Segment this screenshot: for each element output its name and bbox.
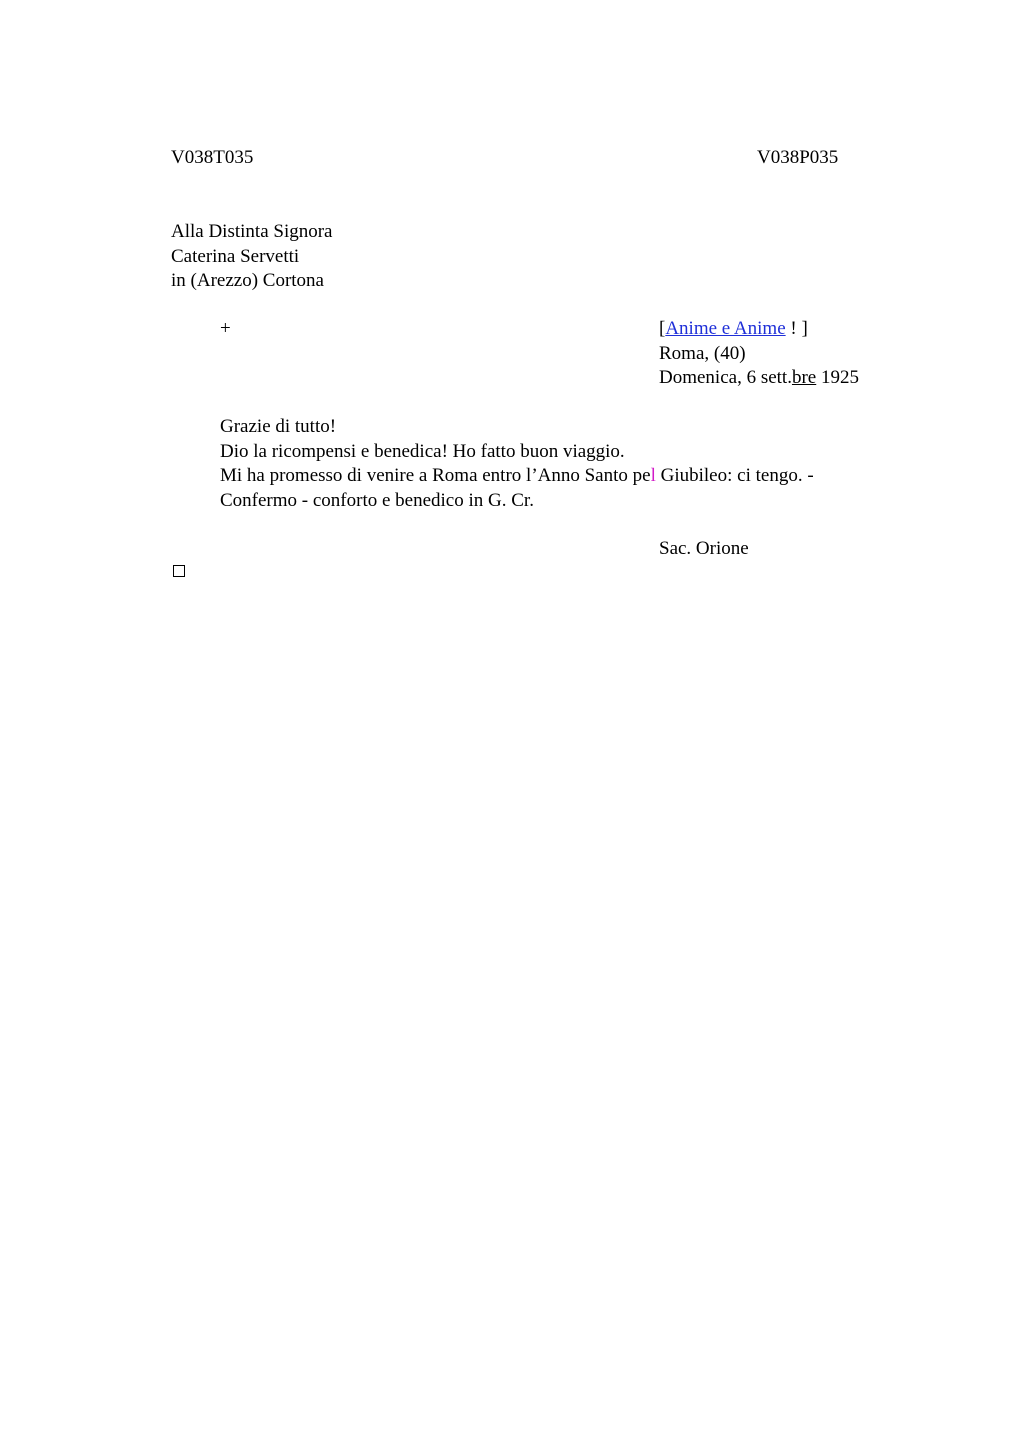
letter-body [220, 415, 814, 513]
motto-line [659, 317, 859, 342]
body-line-3-before: Mi ha promesso di venire a Roma entro l’Anno Santo pe [220, 465, 651, 486]
cross-symbol: + [220, 318, 231, 339]
body-line-3 [220, 464, 814, 489]
address-line-2: Caterina Servetti [171, 245, 300, 267]
signature: Sac. Orione [659, 538, 749, 559]
document-code-left: V038T035 [171, 147, 254, 168]
body-line-1: Grazie di tutto! [220, 416, 337, 437]
body-line-3-highlight: l [650, 465, 656, 486]
end-of-document-box-icon [173, 565, 185, 577]
address-block [171, 220, 332, 294]
date-underlined: bre [791, 367, 817, 388]
place-line: Roma, (40) [659, 342, 746, 364]
dateline-block [659, 317, 859, 391]
address-line-1: Alla Distinta Signora [171, 221, 333, 242]
motto-link[interactable]: Anime e Anime [665, 318, 786, 339]
date-prefix: Domenica, 6 sett. [659, 367, 792, 388]
document-code-right: V038P035 [757, 147, 839, 168]
date-line [659, 366, 859, 391]
date-suffix: 1925 [816, 367, 859, 388]
motto-bracket-open: [ [659, 318, 666, 339]
address-line-3: in (Arezzo) Cortona [171, 270, 324, 291]
body-line-3-after: Giubileo: ci tengo. - [655, 465, 814, 486]
motto-bracket-close: ! ] [785, 318, 808, 339]
body-line-4: Confermo - conforto e benedico in G. Cr. [220, 489, 534, 511]
body-line-2: Dio la ricompensi e benedica! Ho fatto buon viaggio. [220, 440, 625, 462]
